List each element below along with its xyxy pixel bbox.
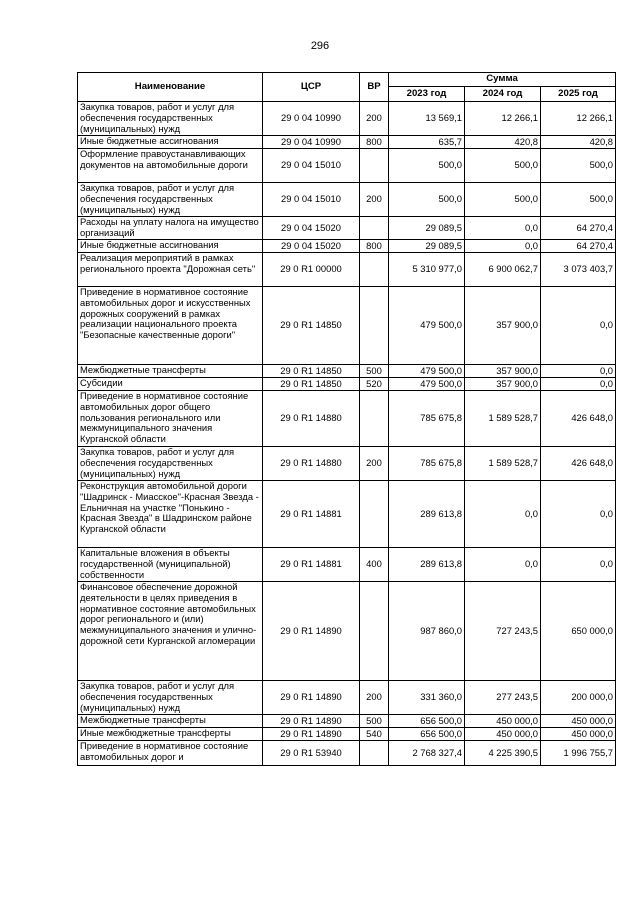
- row-name: Закупка товаров, работ и услуг для обеспечения государственных (муниципальных) нужд: [78, 183, 263, 217]
- row-name: Финансовое обеспечение дорожной деятельности в целях приведения в нормативное состояние автомобильных дорог регионального и (или) межмуниципального значения и улично-дорожной сети Курганской агломерации: [78, 582, 263, 681]
- row-sum-2024: 357 900,0: [465, 287, 541, 365]
- row-vr: 520: [360, 378, 389, 391]
- row-vr: [360, 217, 389, 240]
- row-csr: 29 0 R1 53940: [263, 741, 360, 766]
- row-sum-2023: 331 360,0: [389, 681, 465, 715]
- row-vr: [360, 582, 389, 681]
- row-sum-2025: 1 996 755,7: [541, 741, 616, 766]
- table-row: [78, 728, 616, 741]
- table-row: [78, 253, 616, 287]
- row-name: Иные бюджетные ассигнования: [78, 240, 263, 253]
- table-row: [78, 391, 616, 447]
- row-vr: 500: [360, 365, 389, 378]
- row-csr: 29 0 04 10990: [263, 136, 360, 149]
- row-name: Закупка товаров, работ и услуг для обеспечения государственных (муниципальных) нужд: [78, 102, 263, 136]
- table-row: [78, 149, 616, 183]
- header-sum: Сумма: [389, 73, 616, 87]
- row-sum-2024: 727 243,5: [465, 582, 541, 681]
- row-sum-2024: 0,0: [465, 240, 541, 253]
- row-vr: 200: [360, 447, 389, 481]
- row-sum-2024: 500,0: [465, 183, 541, 217]
- row-sum-2025: 12 266,1: [541, 102, 616, 136]
- table-row: [78, 481, 616, 548]
- row-sum-2025: 64 270,4: [541, 217, 616, 240]
- row-sum-2024: 500,0: [465, 149, 541, 183]
- row-name: Закупка товаров, работ и услуг для обеспечения государственных (муниципальных) нужд: [78, 447, 263, 481]
- row-vr: [360, 741, 389, 766]
- table-row: [78, 741, 616, 766]
- row-vr: [360, 253, 389, 287]
- row-sum-2025: 64 270,4: [541, 240, 616, 253]
- row-sum-2024: 4 225 390,5: [465, 741, 541, 766]
- row-name: Реконструкция автомобильной дороги "Шадринск - Миасское"-Красная Звезда - Ельничная на участке "Понькино - Красная Звезда" в Шадринском районе Курганской области: [78, 481, 263, 548]
- row-name: Реализация мероприятий в рамках регионального проекта "Дорожная сеть": [78, 253, 263, 287]
- row-csr: 29 0 R1 14890: [263, 681, 360, 715]
- row-sum-2023: 289 613,8: [389, 548, 465, 582]
- row-csr: 29 0 R1 14890: [263, 728, 360, 741]
- header-csr: ЦСР: [263, 73, 360, 102]
- row-name: Иные межбюджетные трансферты: [78, 728, 263, 741]
- header-row: [78, 73, 616, 87]
- row-sum-2024: 277 243,5: [465, 681, 541, 715]
- row-sum-2023: 29 089,5: [389, 217, 465, 240]
- row-sum-2025: 0,0: [541, 481, 616, 548]
- row-sum-2025: 500,0: [541, 149, 616, 183]
- table-row: [78, 447, 616, 481]
- row-sum-2023: 479 500,0: [389, 365, 465, 378]
- row-name: Межбюджетные трансферты: [78, 715, 263, 728]
- row-vr: [360, 481, 389, 548]
- header-year-2025: 2025 год: [541, 87, 616, 102]
- row-sum-2023: 785 675,8: [389, 391, 465, 447]
- row-sum-2023: 29 089,5: [389, 240, 465, 253]
- row-vr: 400: [360, 548, 389, 582]
- row-sum-2025: 0,0: [541, 365, 616, 378]
- row-sum-2025: 420,8: [541, 136, 616, 149]
- row-vr: 200: [360, 183, 389, 217]
- row-name: Приведение в нормативное состояние автомобильных дорог и искусственных дорожных сооружений в рамках реализации национального проекта "Безопасные качественные дороги": [78, 287, 263, 365]
- row-name: Расходы на уплату налога на имущество организаций: [78, 217, 263, 240]
- row-csr: 29 0 04 15020: [263, 217, 360, 240]
- table-row: [78, 240, 616, 253]
- row-sum-2024: 1 589 528,7: [465, 391, 541, 447]
- row-sum-2025: 0,0: [541, 287, 616, 365]
- row-sum-2024: 6 900 062,7: [465, 253, 541, 287]
- row-csr: 29 0 R1 14880: [263, 391, 360, 447]
- table-row: [78, 378, 616, 391]
- row-csr: 29 0 R1 00000: [263, 253, 360, 287]
- row-sum-2023: 500,0: [389, 149, 465, 183]
- header-name: Наименование: [78, 73, 263, 102]
- table-row: [78, 102, 616, 136]
- row-csr: 29 0 R1 14850: [263, 365, 360, 378]
- row-csr: 29 0 04 15010: [263, 183, 360, 217]
- row-csr: 29 0 R1 14850: [263, 287, 360, 365]
- row-name: Закупка товаров, работ и услуг для обеспечения государственных (муниципальных) нужд: [78, 681, 263, 715]
- row-name: Субсидии: [78, 378, 263, 391]
- row-sum-2025: 426 648,0: [541, 447, 616, 481]
- header-vr: ВР: [360, 73, 389, 102]
- row-sum-2023: 635,7: [389, 136, 465, 149]
- row-sum-2024: 0,0: [465, 548, 541, 582]
- row-sum-2024: 12 266,1: [465, 102, 541, 136]
- table-row: [78, 681, 616, 715]
- row-sum-2023: 479 500,0: [389, 378, 465, 391]
- table-row: [78, 582, 616, 681]
- row-sum-2023: 500,0: [389, 183, 465, 217]
- row-csr: 29 0 R1 14890: [263, 715, 360, 728]
- row-sum-2024: 0,0: [465, 217, 541, 240]
- row-csr: 29 0 R1 14880: [263, 447, 360, 481]
- row-sum-2025: 650 000,0: [541, 582, 616, 681]
- row-vr: 200: [360, 102, 389, 136]
- table-body: [78, 102, 616, 766]
- row-sum-2024: 1 589 528,7: [465, 447, 541, 481]
- row-sum-2025: 0,0: [541, 548, 616, 582]
- row-sum-2023: 785 675,8: [389, 447, 465, 481]
- row-sum-2025: 200 000,0: [541, 681, 616, 715]
- page-number: 296: [310, 40, 330, 52]
- row-vr: 200: [360, 681, 389, 715]
- row-vr: 540: [360, 728, 389, 741]
- row-vr: 500: [360, 715, 389, 728]
- row-csr: 29 0 R1 14890: [263, 582, 360, 681]
- row-vr: 800: [360, 240, 389, 253]
- row-sum-2025: 0,0: [541, 378, 616, 391]
- row-sum-2023: 13 569,1: [389, 102, 465, 136]
- row-name: Иные бюджетные ассигнования: [78, 136, 263, 149]
- row-sum-2023: 5 310 977,0: [389, 253, 465, 287]
- row-name: Приведение в нормативное состояние автомобильных дорог общего пользования регионального или межмуниципального значения Курганской области: [78, 391, 263, 447]
- row-csr: 29 0 04 15010: [263, 149, 360, 183]
- header-year-2023: 2023 год: [389, 87, 465, 102]
- table-row: [78, 548, 616, 582]
- row-sum-2023: 479 500,0: [389, 287, 465, 365]
- table-row: [78, 287, 616, 365]
- row-csr: 29 0 R1 14881: [263, 481, 360, 548]
- row-csr: 29 0 R1 14850: [263, 378, 360, 391]
- row-sum-2023: 289 613,8: [389, 481, 465, 548]
- row-sum-2024: 450 000,0: [465, 728, 541, 741]
- row-sum-2024: 420,8: [465, 136, 541, 149]
- row-vr: [360, 149, 389, 183]
- row-name: Капитальные вложения в объекты государственной (муниципальной) собственности: [78, 548, 263, 582]
- row-csr: 29 0 04 15020: [263, 240, 360, 253]
- row-sum-2025: 450 000,0: [541, 715, 616, 728]
- row-name: Оформление правоустанавливающих документов на автомобильные дороги: [78, 149, 263, 183]
- row-csr: 29 0 R1 14881: [263, 548, 360, 582]
- row-sum-2023: 987 860,0: [389, 582, 465, 681]
- row-csr: 29 0 04 10990: [263, 102, 360, 136]
- table-row: [78, 183, 616, 217]
- row-sum-2024: 357 900,0: [465, 378, 541, 391]
- row-sum-2024: 450 000,0: [465, 715, 541, 728]
- table-row: [78, 217, 616, 240]
- table-row: [78, 715, 616, 728]
- row-sum-2023: 656 500,0: [389, 715, 465, 728]
- row-sum-2025: 426 648,0: [541, 391, 616, 447]
- row-sum-2023: 2 768 327,4: [389, 741, 465, 766]
- row-sum-2025: 500,0: [541, 183, 616, 217]
- row-sum-2024: 357 900,0: [465, 365, 541, 378]
- row-name: Межбюджетные трансферты: [78, 365, 263, 378]
- row-sum-2025: 3 073 403,7: [541, 253, 616, 287]
- header-year-2024: 2024 год: [465, 87, 541, 102]
- row-vr: [360, 287, 389, 365]
- budget-table: [77, 72, 616, 766]
- row-sum-2023: 656 500,0: [389, 728, 465, 741]
- row-sum-2025: 450 000,0: [541, 728, 616, 741]
- row-vr: 800: [360, 136, 389, 149]
- row-name: Приведение в нормативное состояние автомобильных дорог и: [78, 741, 263, 766]
- row-sum-2024: 0,0: [465, 481, 541, 548]
- table-row: [78, 136, 616, 149]
- table-row: [78, 365, 616, 378]
- row-vr: [360, 391, 389, 447]
